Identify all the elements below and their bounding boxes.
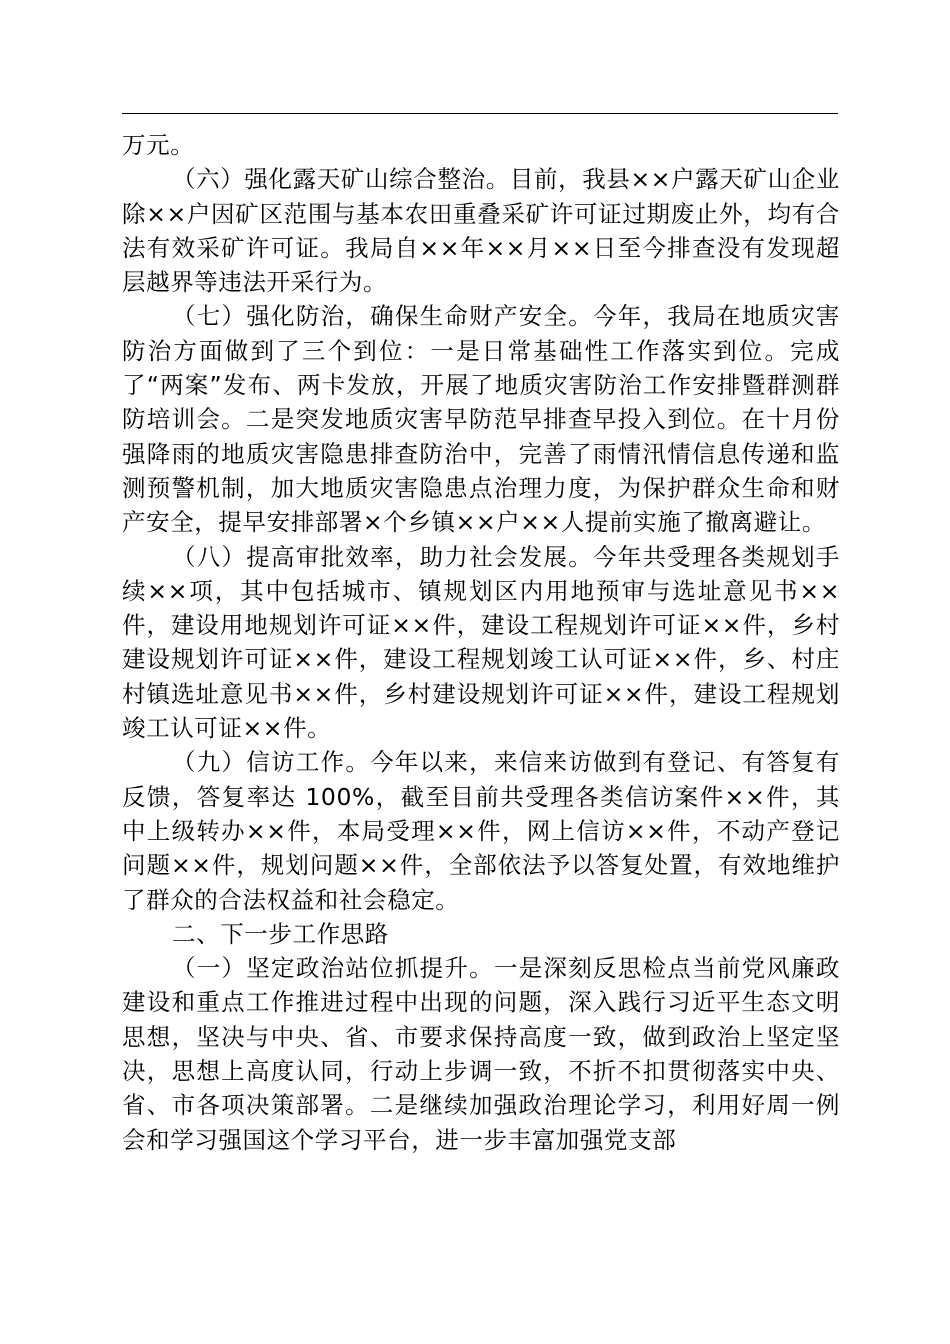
paragraph-next-1: （一）坚定政治站位抓提升。一是深刻反思检点当前党风廉政建设和重点工作推进过程中出现的问题，深入践行习近平生态文明思想，坚决与中央、省、市要求保持高度一致，做到政治上坚定坚决，思想上高度认同，行动上步调一致，不折不扣贯彻落实中央、省、市各项决策部署。二是继续加强政治理论学习，利用好周一例会和学习强国这个学习平台，进一步丰富加强党支部 <box>122 954 840 1154</box>
header-rule <box>122 113 838 114</box>
paragraph-continuation: 万元。 <box>122 131 195 159</box>
section-heading-next-steps: 二、下一步工作思路 <box>172 919 389 948</box>
paragraph-section-8: （八）提高审批效率，助力社会发展。今年共受理各类规划手续××项，其中包括城市、镇规划区内用地预审与选址意见书××件，建设用地规划许可证××件，建设工程规划许可证××件，乡村建设规划许可证××件，建设工程规划竣工认可证××件，乡、村庄村镇选址意见书××件，乡村建设规划许可证××件，建设工程规划竣工认可证××件。 <box>122 542 840 743</box>
paragraph-section-6: （六）强化露天矿山综合整治。目前，我县××户露天矿山企业除××户因矿区范围与基本农田重叠采矿许可证过期废止外，均有合法有效采矿许可证。我局自××年××月××日至今排查没有发现超层越界等违法开采行为。 <box>122 165 840 297</box>
document-body <box>122 128 840 1157</box>
paragraph-section-9: （九）信访工作。今年以来，来信来访做到有登记、有答复有反馈，答复率达 100%，截至目前共受理各类信访案件××件，其中上级转办××件，本局受理××件，网上信访××件，不动产登记问题××件，规划问题××件，全部依法予以答复处置，有效地维护了群众的合法权益和社会稳定。 <box>122 748 840 914</box>
paragraph-section-7: （七）强化防治，确保生命财产安全。今年，我局在地质灾害防治方面做到了三个到位：一是日常基础性工作落实到位。完成了“两案”发布、两卡发放，开展了地质灾害防治工作安排暨群测群防培训会。二是突发地质灾害早防范早排查早投入到位。在十月份强降雨的地质灾害隐患排查防治中，完善了雨情汛情信息传递和监测预警机制，加大地质灾害隐患点治理力度，为保护群众生命和财产安全，提早安排部署×个乡镇××户××人提前实施了撤离避让。 <box>122 302 840 537</box>
